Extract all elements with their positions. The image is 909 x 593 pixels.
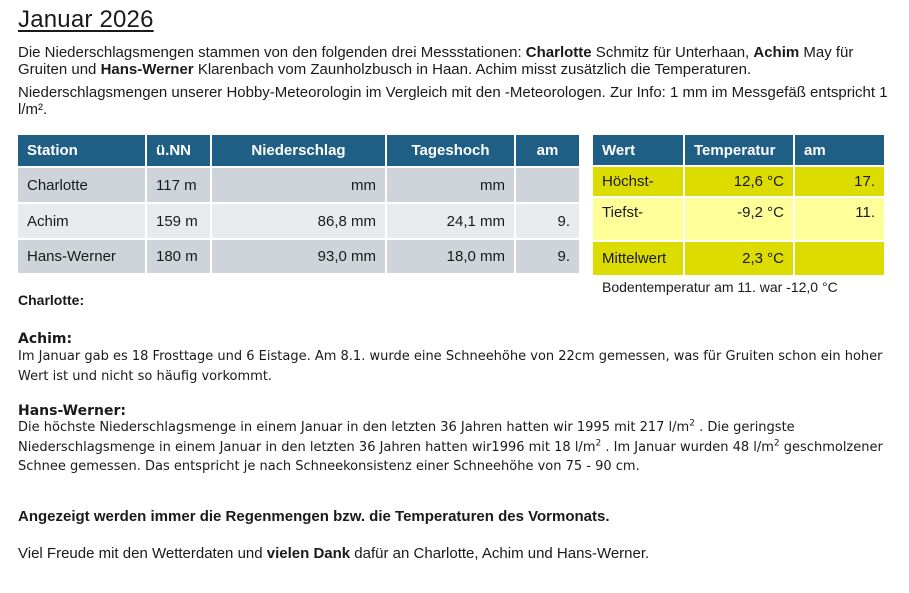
section-heading-hans-werner: Hans-Werner: [18,403,126,419]
intro-text: Klarenbach vom Zaunholzbusch in Haan. Achim misst zusätzlich die Temperaturen. [193,61,752,78]
col-header-elevation: ü.NN [147,135,212,168]
name-hans-werner: Hans-Werner [100,61,194,78]
intro-paragraph-stations [18,44,898,78]
cell-temperature: 2,3 °C [685,242,795,277]
cell-elevation: 180 m [147,240,212,275]
intro-text: Schmitz für Unterhaan, [591,44,754,61]
cell-label: Tiefst- [593,198,685,242]
superscript: 2 [689,418,695,429]
thanks-bold: vielen Dank [266,545,351,562]
cell-temperature: -9,2 °C [685,198,795,242]
cell-daily-max: 18,0 mm [387,240,516,275]
table-row [593,167,886,198]
cell-daily-max: 24,1 mm [387,204,516,240]
cell-station: Hans-Werner [18,240,147,275]
col-header-precipitation: Niederschlag [212,135,387,168]
previous-month-note: Angezeigt werden immer die Regenmengen bzw. die Temperaturen des Vormonats. [18,508,610,525]
superscript: 2 [773,438,780,449]
cell-elevation: 117 m [147,168,212,204]
thanks-text: dafür an Charlotte, Achim und Hans-Werner. [350,545,650,562]
table-header-row [18,135,581,168]
table-header-row [593,135,886,167]
superscript: 2 [595,438,602,449]
temperature-table [593,135,886,277]
cell-precipitation: 86,8 mm [212,204,387,240]
table-row [18,240,581,275]
table-row [18,204,581,240]
col-header-daily-max: Tageshoch [387,135,516,168]
cell-station: Achim [18,204,147,240]
col-header-station: Station [18,135,147,168]
cell-day: 17. [795,167,886,198]
col-header-day: am [516,135,581,168]
col-header-day: am [795,135,886,167]
cell-label: Höchst- [593,167,685,198]
section-heading-charlotte: Charlotte: [18,292,85,308]
thanks-line [18,545,649,562]
cell-label: Mittelwert [593,242,685,277]
section-heading-achim: Achim: [18,331,73,347]
cell-daily-max: mm [387,168,516,204]
section-text-achim: Im Januar gab es 18 Frosttage und 6 Eistage. Am 8.1. wurde eine Schneehöhe von 22cm gemessen, was für Gruiten schon ein hoher Wert ist und nicht so häufig vorkommt. [18,349,883,384]
soil-temperature-note: Bodentemperatur am 11. war -12,0 °C [602,279,838,295]
col-header-temperature: Temperatur [685,135,795,167]
cell-day: 9. [516,240,581,275]
name-achim: Achim [753,44,800,61]
section-text-hans-werner [18,418,888,477]
intro-text: Die Niederschlagsmengen stammen von den folgenden drei Messstationen: [18,44,526,61]
cell-elevation: 159 m [147,204,212,240]
page-title: Januar 2026 [18,6,154,33]
cell-day [516,168,581,204]
cell-precipitation: 93,0 mm [212,240,387,275]
cell-precipitation: mm [212,168,387,204]
table-row [593,198,886,242]
cell-station: Charlotte [18,168,147,204]
text-part: . Die geringste Niederschlagsmenge in einem Januar in den letzten 36 Jahren hatten wir1996 mit 18 l/m [18,420,795,455]
text-part: . Im Januar wurden 48 l/m [601,439,774,455]
text-part: geschmolzener Schnee gemessen. Das entspricht je nach Schneekonsistenz einer Schneehöhe von 75 - 90 cm. [18,439,883,474]
cell-day [795,242,886,277]
intro-paragraph-info: Niederschlagsmengen unserer Hobby-Meteorologin im Vergleich mit den -Meteorologen. Zur Info: 1 mm im Messgefäß entspricht 1 l/m². [18,84,888,118]
cell-day: 11. [795,198,886,242]
intro-text: May für Gruiten und [18,44,854,78]
text-part: Die höchste Niederschlagsmenge in einem Januar in den letzten 36 Jahren hatten wir 1995 mit 217 l/m [18,420,690,435]
cell-day: 9. [516,204,581,240]
thanks-text: Viel Freude mit den Wetterdaten und [18,545,267,562]
precipitation-table [18,135,581,275]
table-row [593,242,886,277]
table-row [18,168,581,204]
col-header-value: Wert [593,135,685,167]
cell-temperature: 12,6 °C [685,167,795,198]
name-charlotte: Charlotte [525,44,592,61]
